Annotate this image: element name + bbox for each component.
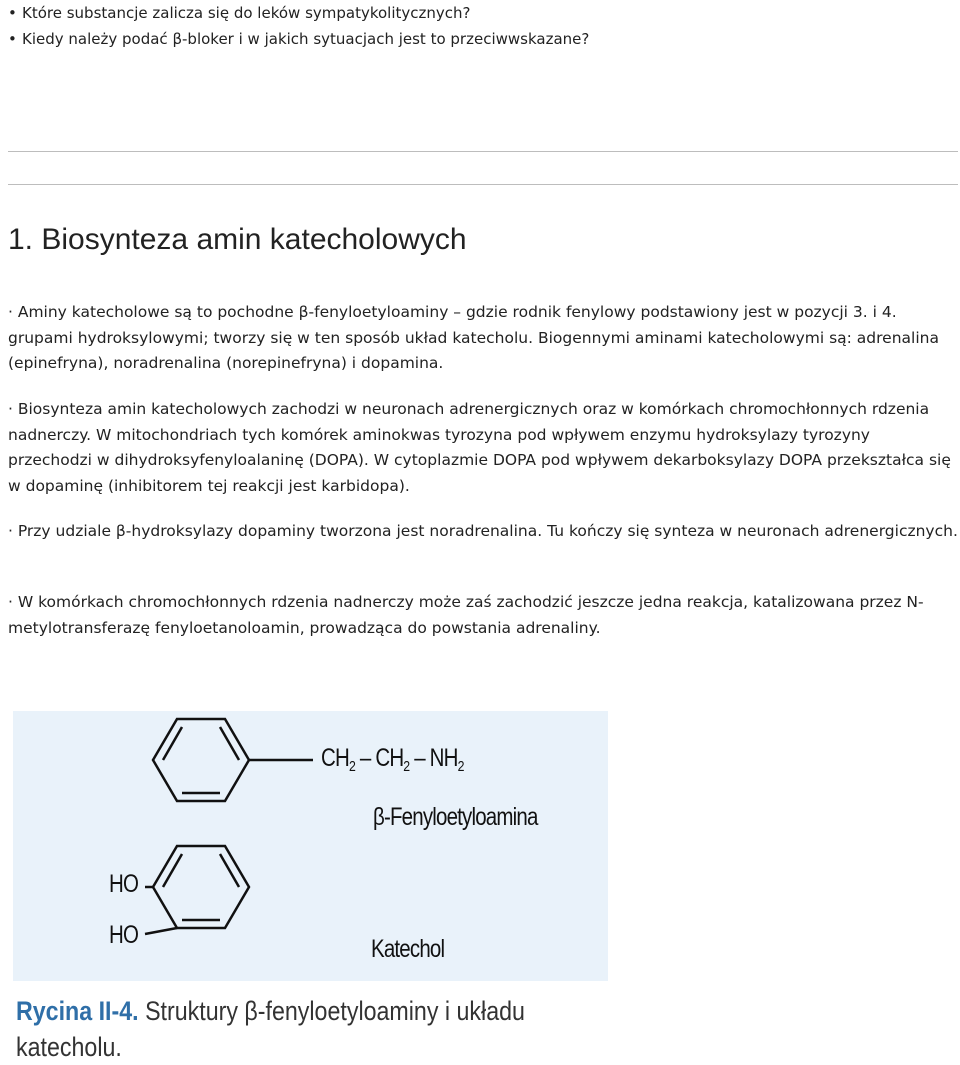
list-item	[8, 0, 589, 26]
side-chain-formula: $CH_2 - CH_2 - NH_2$	[321, 744, 464, 775]
benzene-ring-icon	[153, 719, 249, 801]
label-phenylethylamine: β-Fenyloetyloamina	[373, 803, 538, 831]
bullet-icon: •	[8, 4, 17, 22]
figure-caption-text: Struktury β-fenyloetyloaminy i układu katecholu.	[16, 996, 525, 1062]
question-text: Kiedy należy podać β-bloker i w jakich sytuacjach jest to przeciwwskazane?	[22, 30, 590, 48]
label-hydroxyl-bottom: HO	[109, 921, 139, 949]
paragraph-definition: · Aminy katecholowe są to pochodne β-fenyloetyloaminy – gdzie rodnik fenylowy podstawiony jest w pozycji 3. i 4. grupami hydroksylowymi; tworzy się w ten sposób układ katecholu. Biogennymi aminami katecholowymi są: adrenalina (epinefryna), noradrenalina (norepinefryna) i dopamina.	[8, 303, 939, 372]
figure-structures	[13, 711, 608, 1061]
label-catechol: Katechol	[371, 935, 445, 963]
paragraph-adrenaline: · W komórkach chromochłonnych rdzenia nadnerczy może zaś zachodzić jeszcze jedna reakcja, katalizowana przez N-metylotransferazę fenyloetanoloamin, prowadząca do powstania adrenaliny.	[8, 593, 924, 637]
bullet-icon: •	[8, 30, 17, 48]
figure-caption-label: Rycina II-4.	[16, 996, 139, 1026]
question-text: Które substancje zalicza się do leków sympatykolitycznych?	[22, 4, 471, 22]
paragraph-biosynthesis: · Biosynteza amin katecholowych zachodzi w neuronach adrenergicznych oraz w komórkach chromochłonnych rdzenia nadnerczy. W mitochondriach tych komórek aminokwas tyrozyna pod wpływem enzymu hydroksylazy tyrozyny przechodzi w dihydroksyfenyloalaninę (DOPA). W cytoplazmie DOPA pod wpływem dekarboksylazy DOPA przekształca się w dopaminę (inhibitorem tej reakcji jest karbidopa).	[8, 400, 951, 495]
divider-top	[8, 151, 958, 152]
figure-image	[13, 711, 608, 981]
paragraph-noradrenaline: · Przy udziale β-hydroksylazy dopaminy tworzona jest noradrenalina. Tu kończy się synteza w neuronach adrenergicznych.	[8, 522, 958, 540]
divider-bottom	[8, 184, 958, 185]
catechol-ring-icon	[153, 846, 249, 928]
structure-drawing	[13, 711, 608, 981]
list-item	[8, 26, 589, 52]
label-hydroxyl-top: HO	[109, 870, 139, 898]
figure-caption	[16, 993, 609, 1065]
question-list	[8, 0, 589, 52]
bond-hydroxyl-bottom	[145, 928, 177, 934]
section-title: 1. Biosynteza amin katecholowych	[8, 223, 467, 256]
